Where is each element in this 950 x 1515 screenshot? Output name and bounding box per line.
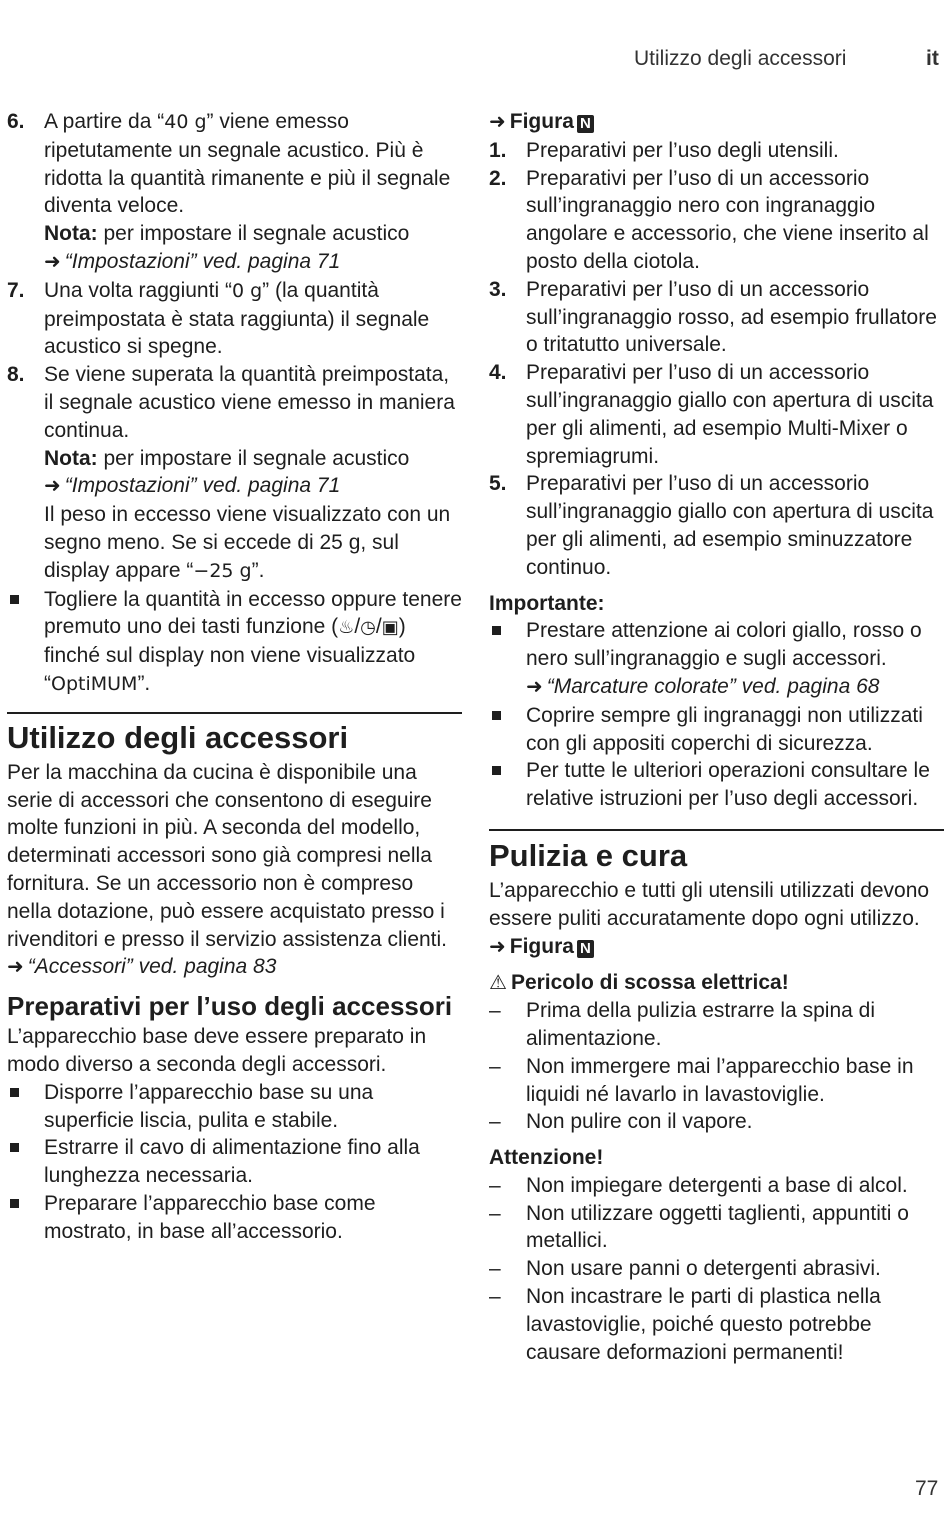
section-title: Pulizia e cura — [489, 837, 688, 873]
section-intro: Per la macchina da cucina è disponibile una serie di accessori che consentono di eseguire molte funzioni in più. A seconda del modello, determinati accessori sono già compresi nella fornitura. Se un accessorio non è compreso nella dotazione, può essere acquistato presso i rivenditori e presso il servizio assistenza clienti. — [7, 760, 448, 951]
square-bullet-icon — [10, 595, 19, 604]
right-column — [489, 108, 944, 1366]
section-intro: L’apparecchio e tutti gli utensili utilizzati devono essere puliti accuratamente dopo ogni utilizzo. ➜ Figura N — [489, 878, 930, 958]
cross-reference[interactable] — [7, 953, 462, 982]
step-5: 5. Preparativi per l’uso di un accessorio sull’ingranaggio giallo con apertura di uscita per gli alimenti, ad esempio sminuzzatore continuo. — [489, 472, 934, 579]
note — [44, 445, 462, 473]
square-bullet-icon — [10, 1199, 19, 1208]
running-header-title: Utilizzo degli accessori — [634, 47, 847, 70]
square-bullet-icon — [492, 711, 501, 720]
display-value: −25 g — [193, 559, 252, 582]
dash-item: – Non impiegare detergenti a base di alcol. — [489, 1173, 908, 1197]
arrow-right-icon: ➜ — [7, 956, 24, 979]
step-1: 1. Preparativi per l’uso degli utensili. — [489, 138, 839, 162]
excess-text: Il peso in eccesso viene visualizzato con un segno meno. Se si eccede di 25 g, sul display appare “−25 g”. — [44, 503, 451, 582]
square-bullet-icon — [492, 766, 501, 775]
step-text: Se viene superata la quantità preimpostata, il segnale acustico viene emesso in maniera continua. — [44, 363, 455, 442]
step-text: Una volta raggiunti “ — [44, 278, 232, 302]
warning-triangle-icon: ⚠ — [489, 970, 507, 995]
section-divider — [489, 829, 944, 831]
figure-reference[interactable]: ➜ Figura N — [489, 935, 594, 958]
step-text: ” viene emesso ripetutamente un segnale acustico. Più è ridotta la quantità rimanente e più il segnale diventa veloce. — [44, 110, 451, 218]
cross-reference-text[interactable]: “Impostazioni” ved. pagina 71 — [64, 249, 341, 273]
bullet-item: Disporre l’apparecchio base su una superficie liscia, pulita e stabile. — [7, 1079, 462, 1135]
section-divider — [7, 712, 462, 714]
step-text: ” (la quantità preimpostata è stata raggiunta) il segnale acustico si spegne. — [44, 278, 430, 359]
square-bullet-icon — [10, 1088, 19, 1097]
dash-item: – Non usare panni o detergenti abrasivi. — [489, 1257, 881, 1281]
step-text: A partire da “ — [44, 110, 165, 133]
danger-label: ⚠ Pericolo di scossa elettrica! — [489, 969, 944, 997]
note-label: Nota: — [44, 446, 98, 470]
note — [44, 220, 462, 248]
dash-item: – Non incastrare le parti di plastica nella lavastoviglie, poiché questo potrebbe causare deformazioni permanenti! — [489, 1285, 881, 1364]
cross-reference-text[interactable]: “Impostazioni” ved. pagina 71 — [64, 474, 341, 498]
step-2: 2. Preparativi per l’uso di un accessorio sull’ingranaggio nero con ingranaggio angolare e accessorio, che viene inserito al posto della ciotola. — [489, 166, 929, 273]
cross-reference[interactable] — [44, 248, 462, 277]
bowl-icon: ▣ — [381, 617, 399, 639]
step-3: 3. Preparativi per l’uso di un accessorio sull’ingranaggio rosso, ad esempio frullatore o tritatutto universale. — [489, 277, 937, 357]
arrow-right-icon: ➜ — [489, 935, 506, 958]
step-8 — [7, 361, 462, 585]
note-text: per impostare il segnale acustico — [97, 446, 410, 470]
note-label: Nota: — [44, 222, 98, 246]
figure-reference[interactable]: ➜ Figura N — [489, 108, 944, 137]
square-bullet-icon — [10, 1143, 19, 1152]
arrow-right-icon: ➜ — [44, 475, 61, 498]
arrow-right-icon: ➜ — [489, 111, 506, 133]
section-title: Utilizzo degli accessori — [7, 719, 349, 755]
dash-item: – Non utilizzare oggetti taglienti, appuntiti o metallici. — [489, 1201, 909, 1253]
cross-reference[interactable] — [44, 472, 462, 501]
bullet-item: Preparare l’apparecchio base come mostrato, in base all’accessorio. — [7, 1190, 462, 1246]
display-value: OptiMUM — [51, 672, 138, 695]
cross-reference-text[interactable]: “Accessori” ved. pagina 83 — [27, 955, 277, 979]
dash-item: – Non pulire con il vapore. — [489, 1110, 753, 1134]
step-number: 7. — [7, 278, 25, 302]
bullet-item: Estrarre il cavo di alimentazione fino alla lunghezza necessaria. — [7, 1134, 462, 1190]
subsection-title: Preparativi per l’uso degli accessori — [7, 991, 453, 1022]
left-column — [7, 108, 462, 1245]
dash-item: – Prima della pulizia estrarre la spina di alimentazione. — [489, 999, 875, 1050]
arrow-right-icon: ➜ — [526, 675, 543, 698]
bullet-item: Per tutte le ulteriori operazioni consultare le relative istruzioni per l’uso degli accessori. — [489, 757, 944, 813]
figure-letter-badge: N — [577, 115, 594, 133]
timer-icon: ◷ — [360, 617, 376, 639]
important-label: Importante: — [489, 591, 605, 615]
step-number: 6. — [7, 110, 25, 133]
kneading-icon: ♨ — [338, 617, 355, 639]
cross-reference-text[interactable]: “Marcature colorate” ved. pagina 68 — [546, 674, 880, 698]
step-number: 8. — [7, 363, 25, 387]
subsection-intro: L’apparecchio base deve essere preparato in modo diverso a seconda degli accessori. — [7, 1025, 427, 1076]
display-value: 0 g — [231, 279, 263, 302]
bullet-item: Togliere la quantità in eccesso oppure tenere premuto uno dei tasti funzione (♨/◷/▣) finché sul display non viene visualizzato “OptiMUM”. — [7, 586, 462, 699]
display-value: 40 g — [164, 111, 207, 133]
step-6 — [7, 108, 462, 277]
square-bullet-icon — [492, 626, 501, 635]
note-text: per impostare il segnale acustico — [97, 222, 410, 246]
bullet-item: Prestare attenzione ai colori giallo, rosso o nero sull’ingranaggio e sugli accessori. ➜ “Marcature colorate” ved. pagina 68 — [489, 617, 944, 701]
step-7 — [7, 277, 462, 361]
step-4: 4. Preparativi per l’uso di un accessorio sull’ingranaggio giallo con apertura di uscita per gli alimenti, ad esempio Multi-Mixer o spremiagrumi. — [489, 361, 934, 468]
running-header-language: it — [926, 47, 939, 70]
arrow-right-icon: ➜ — [44, 250, 61, 273]
attention-label: Attenzione! — [489, 1146, 604, 1170]
bullet-item: Coprire sempre gli ingranaggi non utilizzati con gli appositi coperchi di sicurezza. — [489, 702, 944, 758]
figure-letter-badge: N — [577, 940, 594, 958]
dash-item: – Non immergere mai l’apparecchio base in liquidi né lavarlo in lavastoviglie. — [489, 1054, 914, 1106]
page-number: 77 — [915, 1477, 939, 1500]
